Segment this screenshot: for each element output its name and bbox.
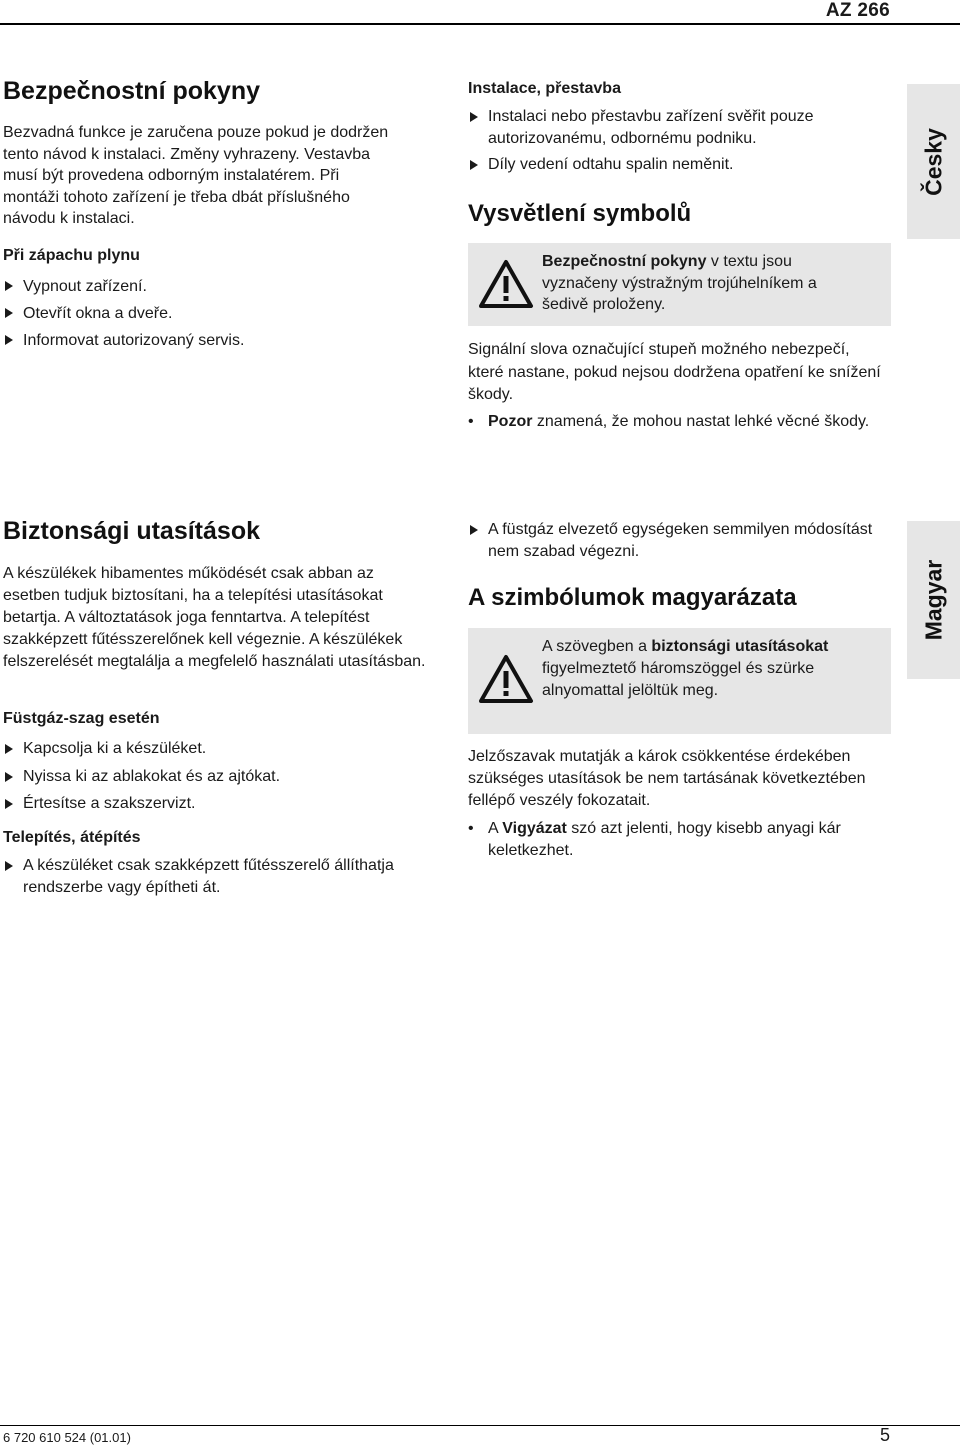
intro-paragraph: Bezvadná funkce je zaručena pouze pokud je dodržen tento návod k instalaci. Změny vyhrazeny. Vestavba musí být provedena odborným instalatérem. Při montáži tohoto zařízení je třeba dbát příslušného návodu k instalaci. xyxy=(3,124,389,227)
footer-rule xyxy=(0,1425,960,1426)
list-item: Nyissa ki az ablakokat és az ajtókat. xyxy=(3,763,428,791)
warning-triangle-icon xyxy=(478,654,534,704)
signal-words-list xyxy=(468,411,888,433)
list-item: Díly vedení odtahu spalin neměnit. xyxy=(468,154,888,176)
list-item: Értesítse a szakszervizt. xyxy=(3,790,428,818)
list-item: • A Vigyázat szó azt jelenti, hogy kisebb anyagi kár keletkezhet. xyxy=(468,820,841,859)
arrow-bullet-icon xyxy=(5,281,13,291)
section-title: Bezpečnostní pokyny xyxy=(3,77,260,105)
bullet-dot-icon: • xyxy=(468,820,474,837)
symbols-title: Vysvětlení symbolů xyxy=(468,200,692,227)
document-code: AZ 266 xyxy=(825,0,890,21)
language-tab-czech xyxy=(907,84,960,239)
list-item: • Pozor znamená, že mohou nastat lehké věcné škody. xyxy=(468,411,888,433)
arrow-bullet-icon xyxy=(5,335,13,345)
page-number: 5 xyxy=(879,1425,890,1445)
arrow-bullet-icon xyxy=(5,772,13,782)
installation-list xyxy=(468,106,888,176)
list-item: Otevřít okna a dveře. xyxy=(3,300,398,327)
installation-heading: Telepítés, átépítés xyxy=(3,829,141,846)
list-item: A készüléket csak szakképzett fűtésszerelő állíthatja rendszerbe vagy építheti át. xyxy=(3,855,428,899)
safety-note-text: A szövegben a biztonsági utasításokat figyelmeztető háromszöggel és szürke alnyomattal jelöltük meg. xyxy=(542,638,829,699)
flue-parts-list xyxy=(468,519,888,563)
signal-words-paragraph: Signální slova označující stupeň možného nebezpečí, které nastane, pokud nejsou dodržena opatření ke snížení škody. xyxy=(468,341,881,403)
arrow-bullet-icon xyxy=(470,525,478,535)
gas-smell-list xyxy=(3,273,398,354)
flue-gas-smell-heading: Füstgáz-szag esetén xyxy=(3,710,160,727)
safety-note-box xyxy=(468,243,891,326)
arrow-bullet-icon xyxy=(470,160,478,170)
symbols-title: A szimbólumok magyarázata xyxy=(468,584,797,611)
installation-list xyxy=(3,855,428,899)
arrow-bullet-icon xyxy=(5,861,13,871)
bullet-dot-icon: • xyxy=(468,413,474,430)
language-tab-label: Magyar xyxy=(920,559,946,641)
list-item: A füstgáz elvezető egységeken semmilyen módosítást nem szabad végezni. xyxy=(468,519,888,563)
intro-paragraph: A készülékek hibamentes működését csak abban az esetben tudjuk biztosítani, ha a telepítési utasításokat betartja. A változtatások joga fenntartva. A telepítést szakképzett fűtésszerelőnek kell végeznie. A készülékek felszerelését megtalálja a megfelelő használati utasításban. xyxy=(3,565,426,670)
safety-note-text: Bezpečnostní pokyny v textu jsou vyznačeny výstražným trojúhelníkem a šedivě proloženy. xyxy=(542,253,817,313)
document-number: 6 720 610 524 (01.01) xyxy=(3,1430,131,1445)
gas-smell-heading: Při zápachu plynu xyxy=(3,247,140,264)
list-item: Vypnout zařízení. xyxy=(3,273,398,300)
arrow-bullet-icon xyxy=(470,112,478,122)
list-item: Informovat autorizovaný servis. xyxy=(3,327,398,354)
language-tab-label: Česky xyxy=(920,127,946,196)
signal-words-list xyxy=(468,818,893,862)
list-item: Instalaci nebo přestavbu zařízení svěřit pouze autorizovanému, odbornému podniku. xyxy=(468,106,888,149)
signal-words-paragraph: Jelzőszavak mutatják a károk csökkentése érdekében szükséges utasítások be nem tartásának következtében fellépő veszély fokozatait. xyxy=(468,748,866,809)
list-item: Kapcsolja ki a készüléket. xyxy=(3,735,428,763)
safety-note-box xyxy=(468,628,891,734)
arrow-bullet-icon xyxy=(5,744,13,754)
arrow-bullet-icon xyxy=(5,799,13,809)
section-title: Biztonsági utasítások xyxy=(3,517,260,545)
installation-heading: Instalace, přestavba xyxy=(468,80,621,97)
arrow-bullet-icon xyxy=(5,308,13,318)
flue-gas-smell-list xyxy=(3,735,428,818)
warning-triangle-icon xyxy=(478,259,534,309)
header-rule xyxy=(0,23,960,25)
language-tab-hungarian xyxy=(907,521,960,679)
